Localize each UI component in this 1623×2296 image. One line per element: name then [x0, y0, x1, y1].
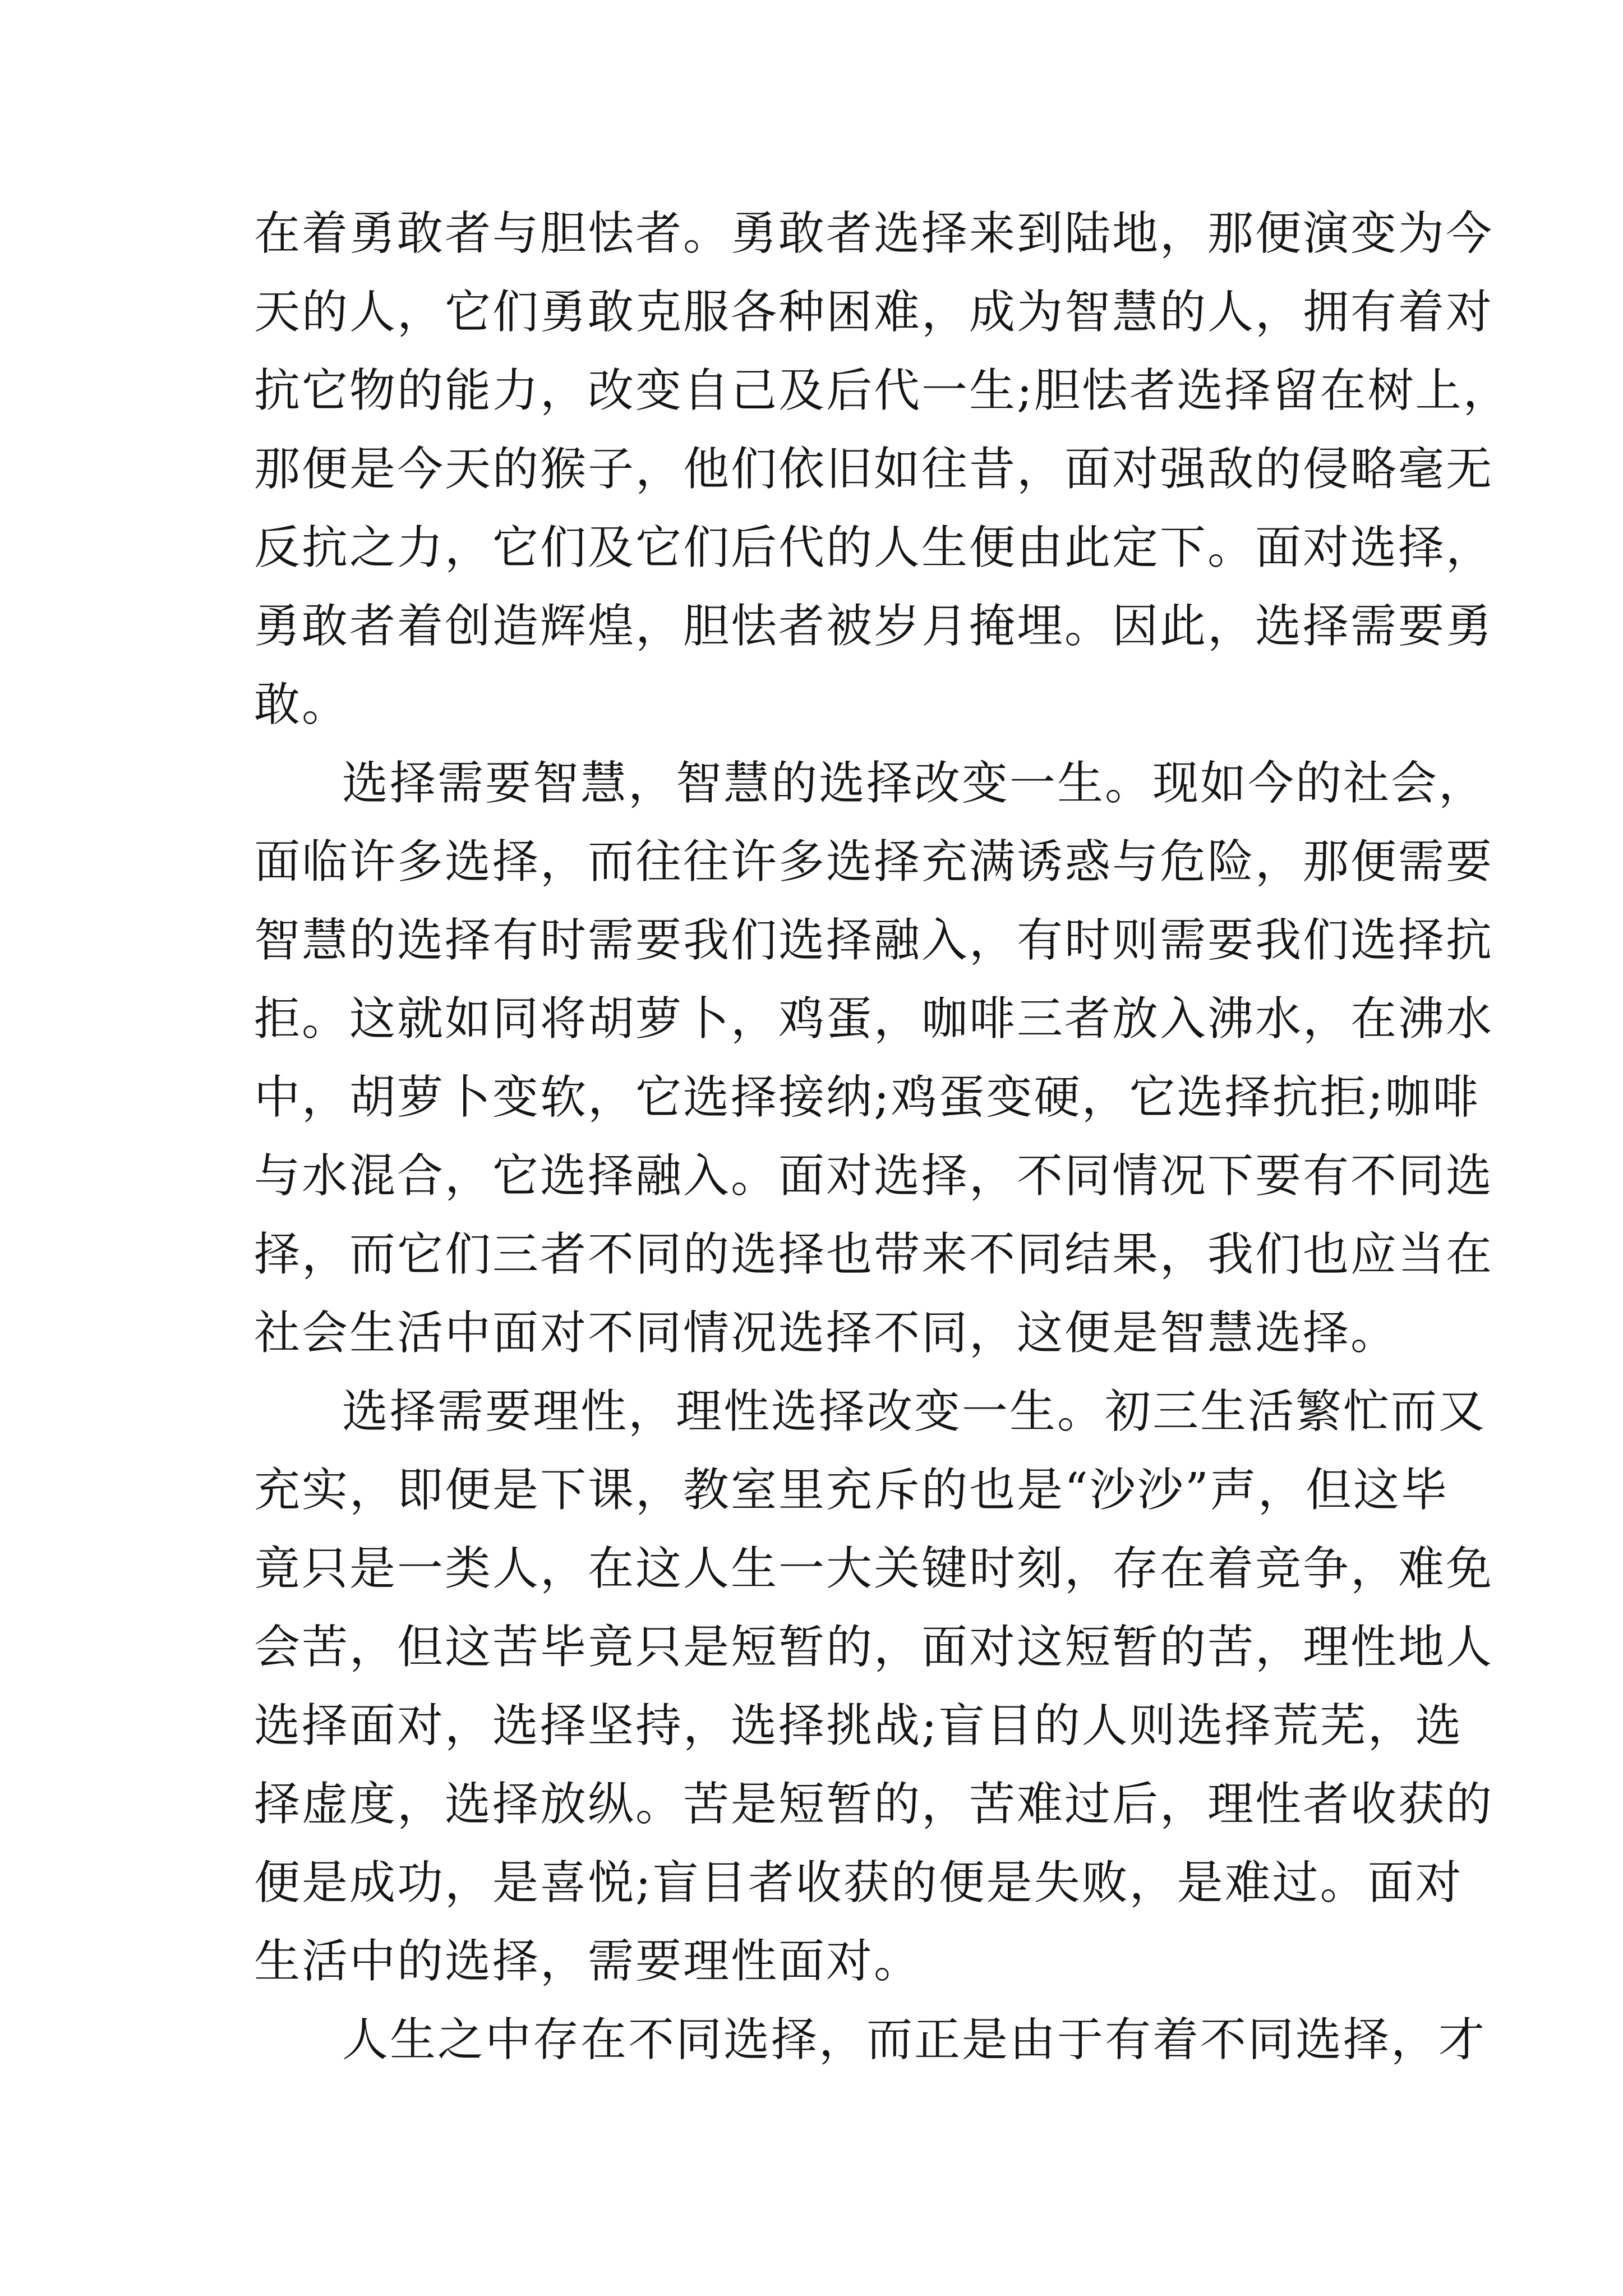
text-line: 天的人，它们勇敢克服各种困难，成为智慧的人，拥有着对: [254, 286, 1494, 339]
paragraph-first-line: 选择需要智慧，智慧的选择改变一生。现如今的社会，: [342, 757, 1487, 810]
text-line: 社会生活中面对不同情况选择不同，这便是智慧选择。: [254, 1306, 1399, 1360]
text-line: 充实，即便是下课，教室里充斥的也是“沙沙”声，但这毕: [254, 1464, 1449, 1517]
paragraph-first-line: 人生之中存在不同选择，而正是由于有着不同选择，才: [342, 2013, 1487, 2067]
text-line: 勇敢者着创造辉煌，胆怯者被岁月掩埋。因此，选择需要勇: [254, 600, 1494, 653]
text-line: 会苦，但这苦毕竟只是短暂的，面对这短暂的苦，理性地人: [254, 1621, 1494, 1674]
text-line: 在着勇敢者与胆怯者。勇敢者选择来到陆地，那便演变为今: [254, 207, 1494, 260]
text-line: 拒。这就如同将胡萝卜，鸡蛋，咖啡三者放入沸水，在沸水: [254, 992, 1494, 1046]
text-line: 敢。: [254, 678, 350, 731]
text-line: 择虚度，选择放纵。苦是短暂的，苦难过后，理性者收获的: [254, 1778, 1494, 1831]
text-line: 中，胡萝卜变软，它选择接纳;鸡蛋变硬，它选择抗拒;咖啡: [254, 1071, 1481, 1124]
text-line: 生活中的选择，需要理性面对。: [254, 1935, 922, 1988]
paragraph-first-line: 选择需要理性，理性选择改变一生。初三生活繁忙而又: [342, 1385, 1487, 1438]
text-line: 面临许多选择，而往往许多选择充满诱惑与危险，那便需要: [254, 835, 1494, 889]
text-line: 择，而它们三者不同的选择也带来不同结果，我们也应当在: [254, 1228, 1494, 1281]
text-line: 竟只是一类人，在这人生一大关键时刻，存在着竞争，难免: [254, 1542, 1494, 1595]
text-line: 那便是今天的猴子，他们依旧如往昔，面对强敌的侵略毫无: [254, 443, 1494, 496]
text-line: 便是成功，是喜悦;盲目者收获的便是失败，是难过。面对: [254, 1856, 1463, 1910]
text-line: 反抗之力，它们及它们后代的人生便由此定下。面对选择，: [254, 521, 1494, 574]
text-line: 抗它物的能力，改变自己及后代一生;胆怯者选择留在树上，: [254, 364, 1511, 417]
text-line: 与水混合，它选择融入。面对选择，不同情况下要有不同选: [254, 1149, 1494, 1203]
text-line: 选择面对，选择坚持，选择挑战;盲目的人则选择荒芜，选: [254, 1699, 1463, 1752]
text-line: 智慧的选择有时需要我们选择融入，有时则需要我们选择抗: [254, 914, 1494, 967]
